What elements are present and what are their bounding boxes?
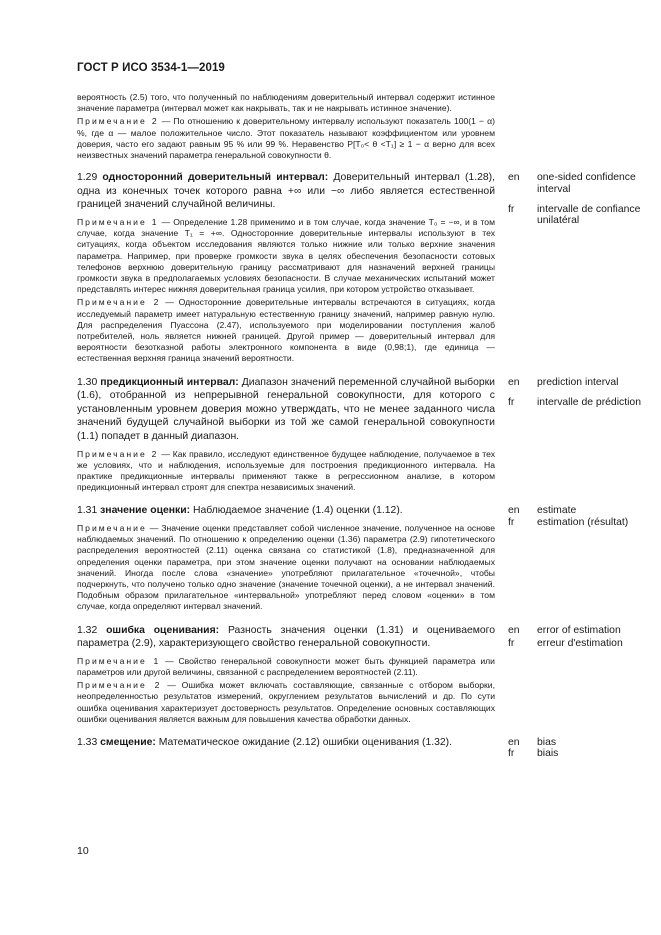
lang-code-fr: fr bbox=[508, 516, 515, 528]
translation-en: one-sided confidence interval bbox=[537, 172, 636, 195]
note-text: — Свойство генеральной совокупности может быть функцией параметра или параметров или другой величины, связанной с распределением вероятностей (2.11). bbox=[77, 655, 495, 678]
intro-note bbox=[77, 116, 495, 161]
note-label: Примечание 2 bbox=[77, 116, 159, 127]
note-text: — Как правило, исследуют единственное будущее наблюдение, получаемое в тех же условиях, что и наблюдения, используемые для построения предикционного интервала. На практике предикционные интервалы применяют также в регрессионном анализе, в котором предикционный интервал строят для спектра независимых значений. bbox=[77, 448, 495, 493]
note-text: — По отношению к доверительному интервалу используют показатель 100(1 − α) %, где α — малое положительное число. Этот показатель называют коэффициентом или уровнем доверия, часто его задают равным 95 % или 99 %. Неравенство P[T₀< θ <T₁] ≥ 1 − α верно для всех неизвестных значений параметра генеральной совокупности θ. bbox=[77, 116, 495, 161]
translation-fr: erreur d'estimation bbox=[537, 638, 623, 650]
term-definition bbox=[77, 504, 495, 518]
definition-text: Математическое ожидание (2.12) ошибки оценивания (1.32). bbox=[155, 737, 453, 749]
term-number: 1.31 bbox=[77, 505, 98, 517]
lang-code-en: en bbox=[508, 737, 520, 749]
note-text: — Ошибка может включать составляющие, связанные с отбором выборки, неопределенностью результатов измерений, округлением результатов вычислений и др. По сути ошибка оценивания характеризует достоверность результатов. Определение основных составляющих ошибки оценивания является важным для повышения качества обработки данных. bbox=[77, 680, 495, 724]
note-label: Примечание 2 bbox=[77, 297, 161, 308]
translations bbox=[508, 625, 648, 727]
translation-en: bias bbox=[537, 737, 557, 749]
note-label: Примечание 2 bbox=[77, 680, 162, 691]
term-definition bbox=[77, 624, 495, 651]
term-definition bbox=[77, 171, 495, 212]
term-entry-1-29 bbox=[77, 171, 641, 366]
note-text: — Значение оценки представляет собой численное значение, полученное на основе наблюдаемых значений. По отношению к определению оценки (1.36) параметра (2.9) гипотетического распределения вероятностей (2.11) оценка связана со статистикой (1.8), предназначенной для определения оценки параметра, при этом значение оценки получают на основании наблюдаемых значений. Иногда после слова «значение» употребляют прилагательное «точечной», чтобы подчеркнуть, что получено только одно значение (значение точечной оценки), а не интервал значений. Подобным образом прилагательное «интервальной» употребляют перед словом «оценки» в том случае, когда определяют интервал значений. bbox=[77, 523, 495, 612]
term-definition bbox=[77, 736, 495, 750]
intro-paragraph: вероятность (2.5) того, что полученный по наблюдениям доверительный интервал содержит истинное значение параметра (интервал может как накрывать, так и не накрывать истинное значение). bbox=[77, 92, 495, 114]
translations bbox=[508, 505, 648, 614]
intro-block bbox=[77, 92, 495, 161]
translation-fr: intervalle de prédiction bbox=[537, 397, 641, 409]
term-note bbox=[77, 523, 495, 613]
definition-text: Доверительный интервал (1.28), одна из конечных точек которого равна +∞ или −∞ либо является естественной границей значений случайной величины. bbox=[77, 172, 495, 211]
term-name: односторонний доверительный интервал: bbox=[102, 172, 329, 184]
translation-gap bbox=[508, 195, 648, 204]
entry-body bbox=[77, 504, 495, 614]
definition-text: Наблюдаемое значение (1.4) оценки (1.12). bbox=[190, 505, 403, 517]
note-label: Примечание 1 bbox=[77, 217, 159, 227]
entry-body bbox=[77, 376, 495, 496]
note-text: — Односторонние доверительные интервалы встречаются в ситуациях, когда исследуемый параметр имеет натуральную естественную границу значений, например равную нулю. Для распределения Пуассона (2.47), используемого при моделировании поступления жалоб потребителей, ноль является нижней границей. Другой пример — доверительный интервал для вероятности безотказной работы электронного компонента в виде (0,98;1), где единица — естественная верхняя граница значений вероятности. bbox=[77, 297, 495, 364]
translation-en: prediction interval bbox=[537, 376, 619, 388]
note-label: Примечание 1 bbox=[77, 655, 161, 666]
page-number: 10 bbox=[77, 845, 89, 857]
term-name: ошибка оценивания: bbox=[106, 624, 220, 636]
term-entry-1-32 bbox=[77, 624, 623, 727]
document-body bbox=[77, 92, 641, 760]
term-number: 1.29 bbox=[77, 172, 98, 184]
entry-body bbox=[77, 624, 495, 727]
translation-fr: estimation (résultat) bbox=[537, 516, 629, 528]
translation-en: estimate bbox=[537, 505, 577, 517]
translation-gap bbox=[508, 388, 648, 397]
term-entry-1-33 bbox=[77, 736, 559, 760]
entry-body bbox=[77, 171, 495, 366]
term-name: смещение: bbox=[100, 737, 156, 749]
lang-code-fr: fr bbox=[508, 204, 515, 216]
term-definition bbox=[77, 376, 495, 444]
lang-code-fr: fr bbox=[508, 638, 515, 650]
translation-fr: intervalle de confiance unilatéral bbox=[537, 204, 641, 227]
term-note bbox=[77, 217, 495, 295]
document-header: ГОСТ Р ИСО 3534-1—2019 bbox=[77, 62, 225, 74]
lang-code-fr: fr bbox=[508, 748, 515, 760]
term-entry-1-31 bbox=[77, 504, 629, 614]
translation-en: error of estimation bbox=[537, 624, 621, 636]
lang-code-fr: fr bbox=[508, 397, 515, 409]
term-number: 1.30 bbox=[77, 376, 98, 388]
translation-fr: biais bbox=[537, 748, 559, 760]
note-text: — Определение 1.28 применимо и в том случае, когда значение T₀ = −∞, и в том случае, когда значение T₁ = +∞. Односторонние доверительные интервалы используют в тех ситуациях, когда объектом исследования являются только нижние или только верхние значения параметра. Например, при проверке громкости звука в целях обеспечения безопасности сотовых телефонов верхнюю доверительную границу рассматривают для назначений верхней границы громкости звука в предполагаемых условиях безопасности. В случае механических испытаний может представлять интерес нижняя доверительная граница усилия, при котором устройство отказывает. bbox=[77, 217, 495, 295]
note-label: Примечание 2 bbox=[77, 448, 159, 459]
entry-body bbox=[77, 736, 495, 760]
translations bbox=[508, 377, 648, 496]
term-note bbox=[77, 449, 495, 494]
term-number: 1.33 bbox=[77, 737, 98, 749]
definition-text: Разность значения оценки (1.31) и оцениваемого параметра (2.9), характеризующего свойство генеральной совокупности. bbox=[77, 624, 496, 650]
term-name: значение оценки: bbox=[100, 505, 191, 517]
lang-code-en: en bbox=[508, 505, 520, 517]
lang-code-en: en bbox=[508, 172, 520, 184]
term-entry-1-30 bbox=[77, 376, 641, 496]
translations bbox=[508, 172, 648, 366]
term-note bbox=[77, 656, 495, 678]
note-label: Примечание bbox=[77, 523, 147, 534]
lang-code-en: en bbox=[508, 376, 520, 388]
term-note bbox=[77, 680, 495, 725]
translations bbox=[508, 737, 648, 760]
definition-text: Диапазон значений переменной случайной выборки (1.6), отобранной из непрерывной генеральной совокупности, для которого с установленным уровнем доверия можно утверждать, что не менее заданного числа значений будущей случайной выборки из той же самой генеральной совокупности (1.1) попадет в данный диапазон. bbox=[77, 376, 495, 443]
term-note bbox=[77, 297, 495, 364]
lang-code-en: en bbox=[508, 624, 520, 636]
term-name: предикционный интервал: bbox=[100, 376, 239, 388]
term-number: 1.32 bbox=[77, 624, 98, 636]
